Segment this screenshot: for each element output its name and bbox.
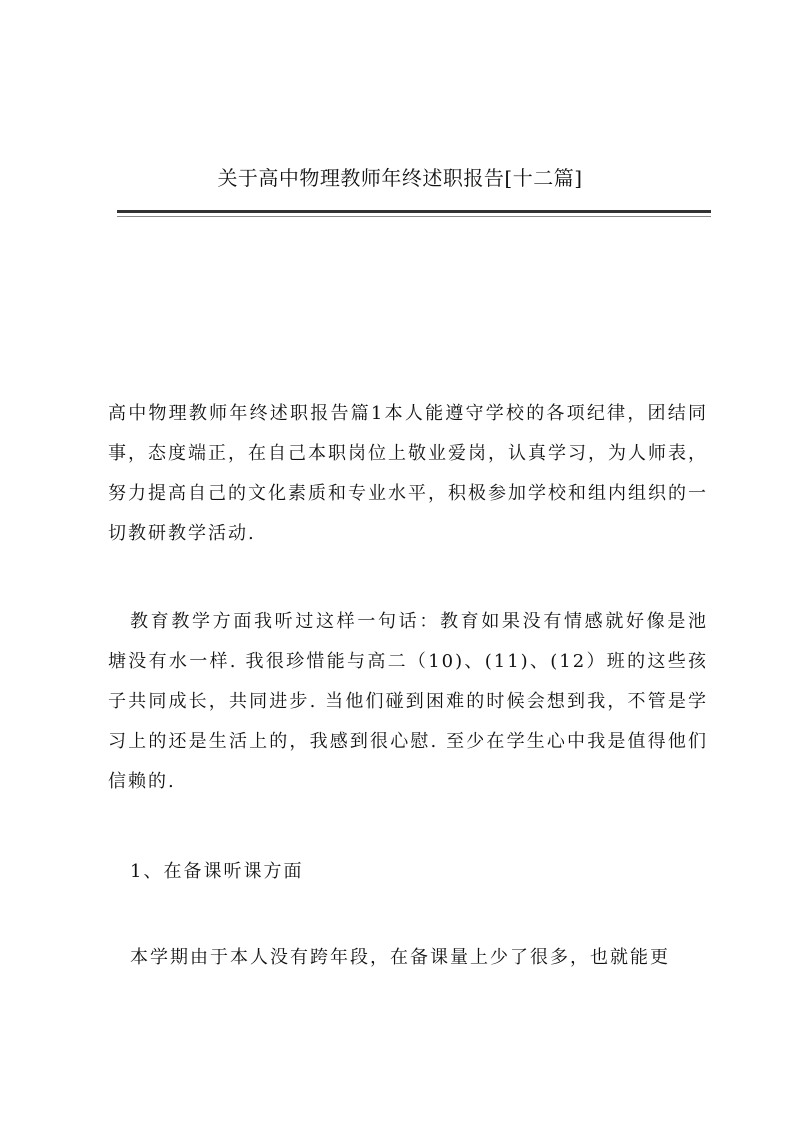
paragraph-education-teaching: 教育教学方面我听过这样一句话：教育如果没有情感就好像是池塘没有水一样. 我很珍惜能与高二（10)、(11)、(12）班的这些孩子共同成长，共同进步. 当他们碰到困难的时候会想到我，不管是学习上的还是生活上的，我感到很心慰. 至少在学生心中我是值得他们信赖的. bbox=[108, 611, 708, 792]
section-heading-lesson-prep: 1、在备课听课方面 bbox=[130, 861, 304, 882]
title-divider bbox=[117, 210, 711, 213]
document-title: 关于高中物理教师年终述职报告[十二篇] bbox=[217, 166, 583, 190]
paragraph-intro: 高中物理教师年终述职报告篇1本人能遵守学校的各项纪律，团结同事，态度端正，在自己本职岗位上敬业爱岗，认真学习，为人师表，努力提高自己的文化素质和专业水平，积极参加学校和组内组织的一切教研教学活动. bbox=[108, 403, 708, 544]
paragraph-lesson-prep: 本学期由于本人没有跨年段，在备课量上少了很多，也就能更 bbox=[130, 947, 670, 968]
